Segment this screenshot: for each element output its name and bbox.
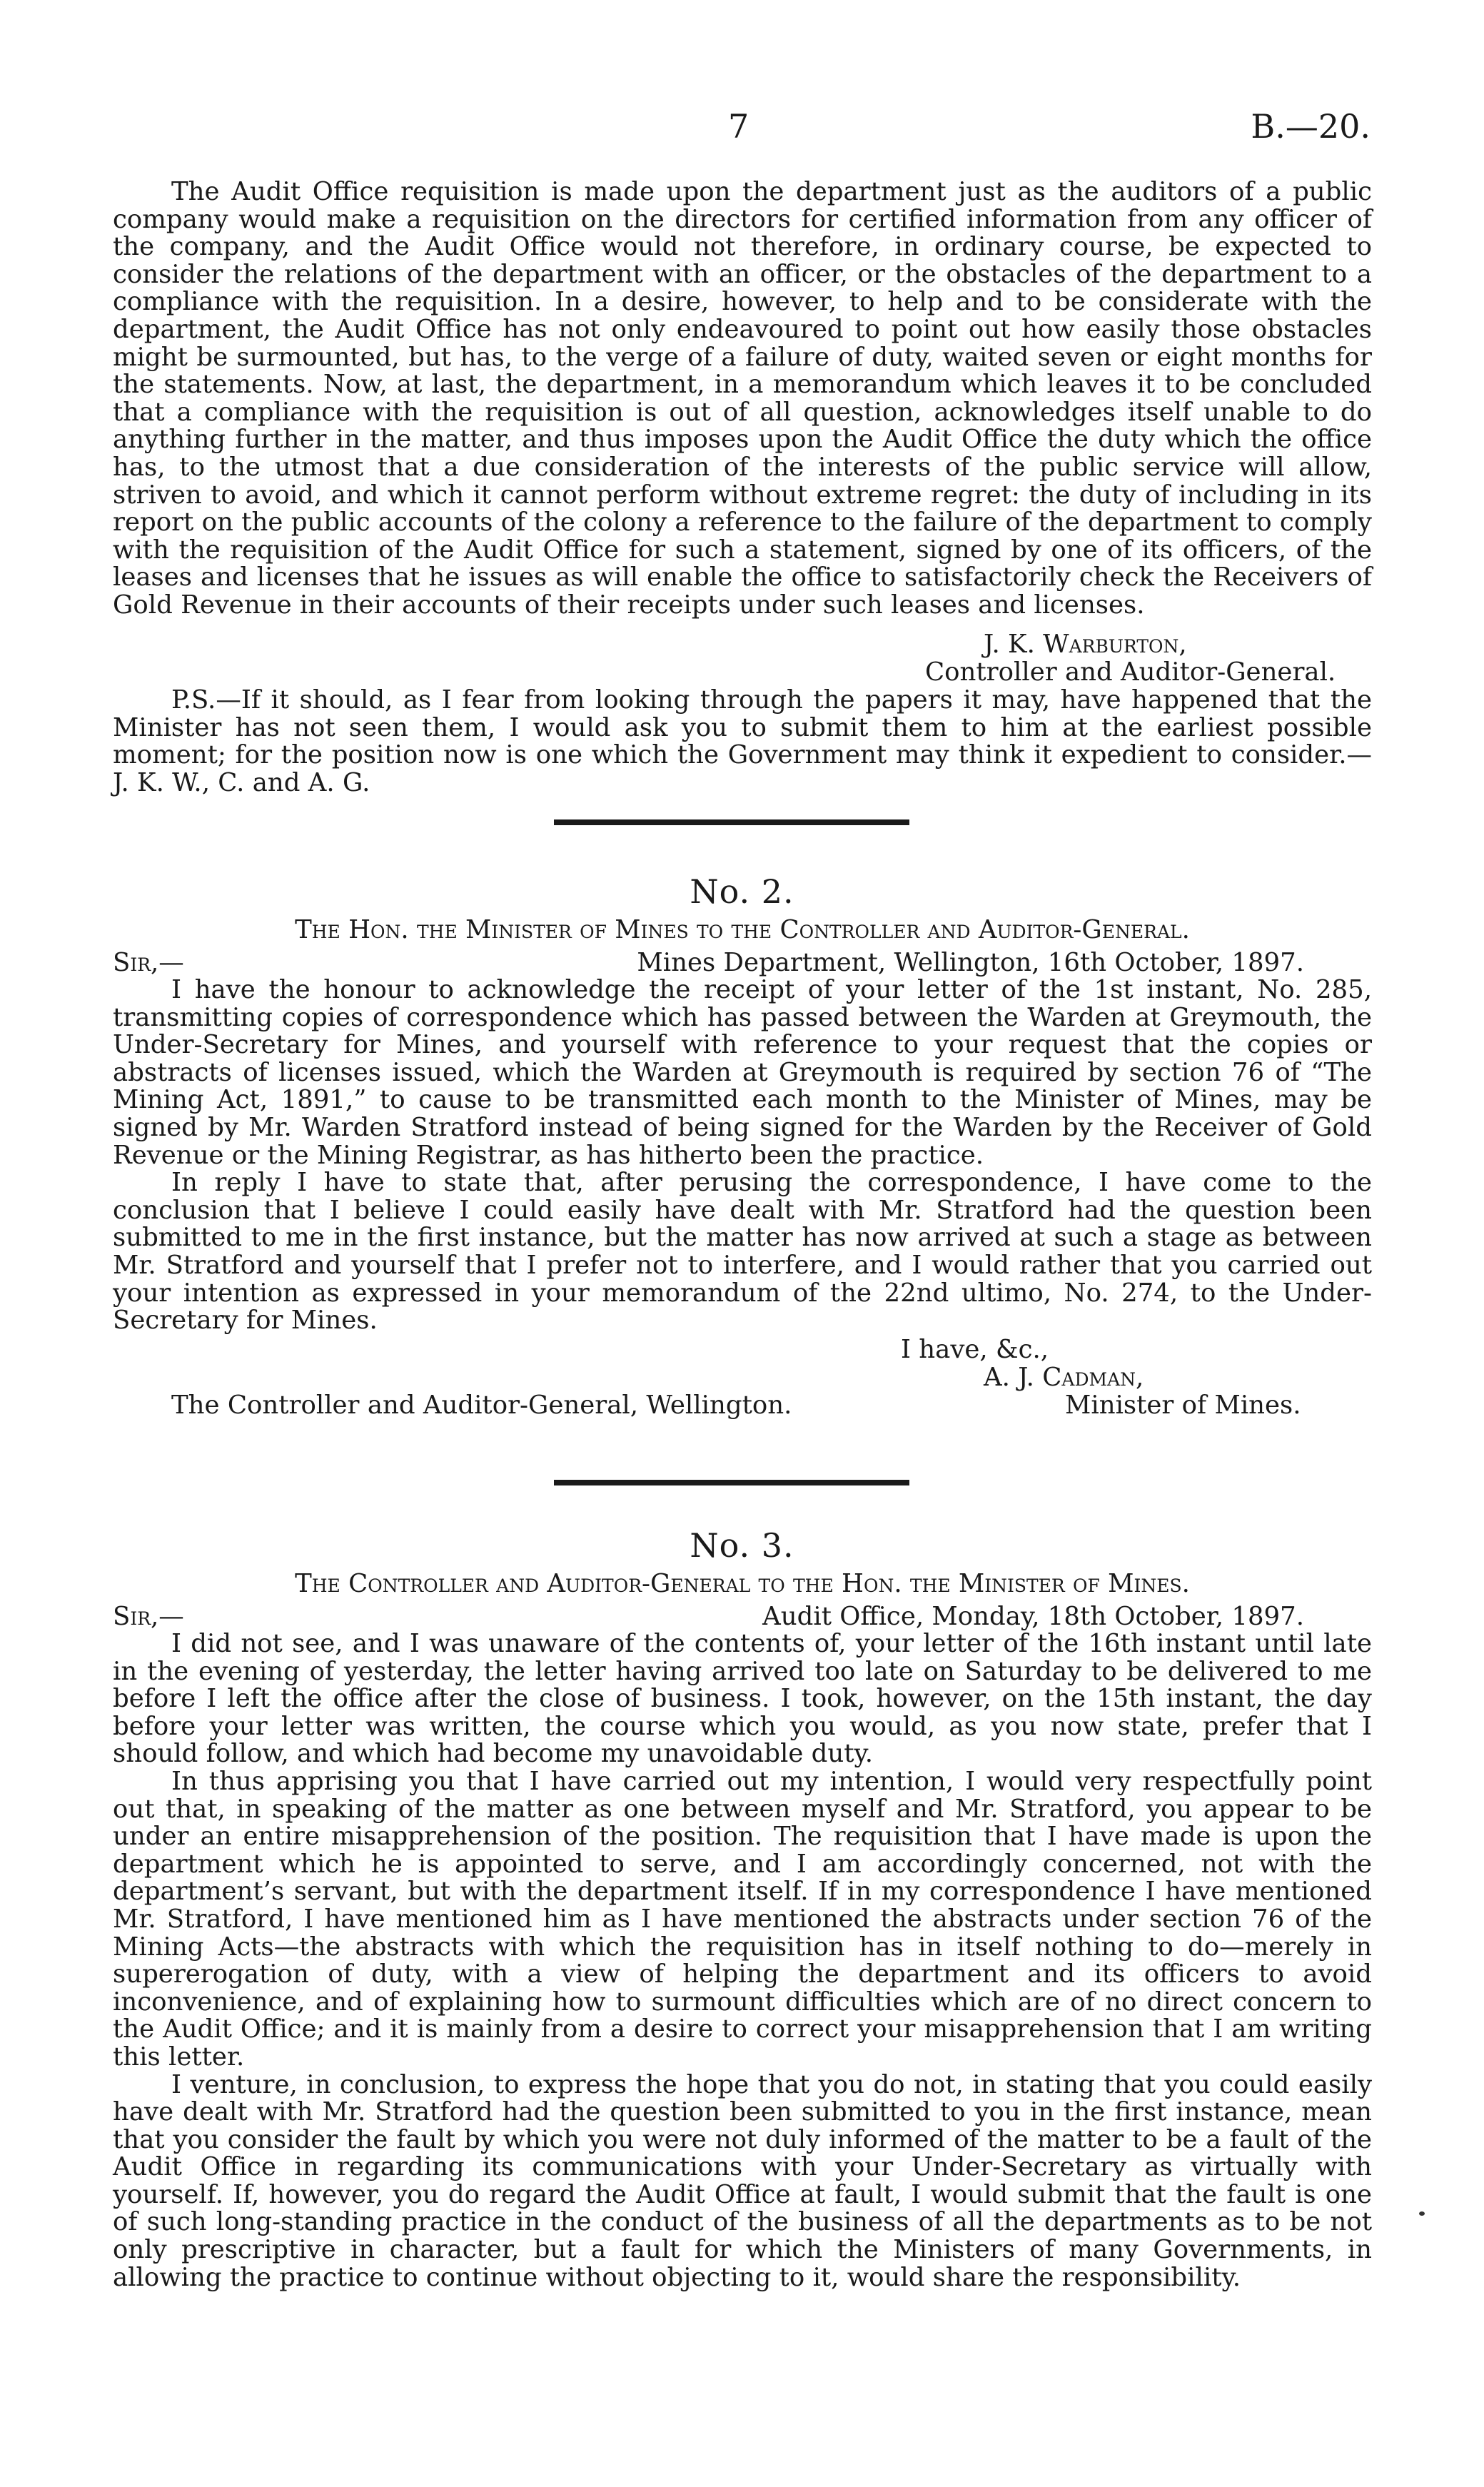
letter3-dateline: Audit Office, Monday, 18th October, 1897.	[762, 1602, 1304, 1631]
letter3-heading: No. 3.	[690, 1526, 794, 1565]
letter2-heading: No. 2.	[690, 872, 794, 911]
letter1-paragraph: The Audit Office requisition is made upon the department just as the auditors of a public company would make a requisition on the directors for certified information from any officer of the company, and the Audit Office would not therefore, in ordinary course, be expected to consider the relations of the department with an officer, or the obstacles of the department to a compliance with the requisition. In a desire, however, to help and to be considerate with the department, the Audit Office has not only endeavoured to point out how easily those obstacles might be surmounted, but has, to the verge of a failure of duty, waited seven or eight months for the statements. Now, at last, the department, in a memorandum which leaves it to be concluded that a compliance with the requisition is out of all question, acknowledges itself unable to do anything further in the matter, and thus imposes upon the Audit Office the duty which the office has, to the utmost that a due consideration of the interests of the public service will allow, striven to avoid, and which it cannot perform without extreme regret: the duty of including in its report on the public accounts of the colony a reference to the failure of the department to comply with the requisition of the Audit Office for such a statement, signed by one of its officers, of the leases and licenses that he issues as will enable the office to satisfactorily check the Receivers of Gold Revenue in their accounts of their receipts under such leases and licenses.	[113, 177, 1372, 620]
letter1-signature-name: J. K. Warburton,	[984, 630, 1187, 659]
section-divider-2	[554, 1480, 909, 1485]
letter3-subheading: The Controller and Auditor-General to the Hon. the Minister of Mines.	[295, 1569, 1190, 1598]
letter3-salutation-row	[113, 1602, 1372, 1630]
letter1-body	[113, 178, 1372, 620]
series-code: B.—20.	[1251, 107, 1371, 146]
letter3-paragraph-2: In thus apprising you that I have carried out my intention, I would very respectfully point out that, in speaking of the matter as one between myself and Mr. Stratford, you appear to be under an entire misapprehension of the position. The requisition that I have made is upon the department which he is appointed to serve, and I am accordingly concerned, not with the department’s servant, but with the department itself. If in my correspondence I have mentioned Mr. Stratford, I have mentioned him as I have mentioned the abstracts under section 76 of the Mining Acts—the abstracts with which the requisition has in itself nothing to do—merely in supererogation of duty, with a view of helping the department and its officers to avoid inconvenience, and of explaining how to surmount difficulties which are of no direct concern to the Audit Office; and it is mainly from a desire to correct your misapprehension that I am writing this letter.	[113, 1766, 1372, 2072]
letter2-subheading: The Hon. the Minister of Mines to the Controller and Auditor-General.	[295, 915, 1190, 944]
letter2-signature-title: Minister of Mines.	[1065, 1391, 1301, 1420]
letter1-signature-title: Controller and Auditor-General.	[925, 657, 1336, 687]
letter2-body	[113, 977, 1372, 1335]
letter2-dateline: Mines Department, Wellington, 16th October, 1897.	[637, 948, 1304, 977]
letter2-salutation-row	[113, 948, 1372, 977]
letter2-addressee: The Controller and Auditor-General, Wellington.	[171, 1391, 792, 1420]
page-number: 7	[728, 107, 749, 146]
letter1-postscript-block	[113, 687, 1372, 797]
letter3-paragraph-1: I did not see, and I was unaware of the contents of, your letter of the 16th instant until late in the evening of yesterday, the letter having arrived too late on Saturday to be delivered to me before I left the office after the close of business. I took, however, on the 15th instant, the day before your letter was written, the course which you would, as you now state, prefer that I should follow, and which had become my unavoidable duty.	[113, 1629, 1372, 1769]
letter2-paragraph-2: In reply I have to state that, after perusing the correspondence, I have come to the conclusion that I believe I could easily have dealt with Mr. Stratford had the question been submitted to me in the first instance, but the matter has now arrived at such a stage as between Mr. Stratford and yourself that I prefer not to interfere, and I would rather that you carried out your intention as expressed in your memorandum of the 22nd ultimo, No. 274, to the Under-Secretary for Mines.	[113, 1168, 1372, 1336]
letter3-paragraph-3: I venture, in conclusion, to express the hope that you do not, in stating that you could easily have dealt with Mr. Stratford had the question been submitted to you in the first instance, mean that you consider the fault by which you were not duly informed of the matter to be a fault of the Audit Office in regarding its communications with your Under-Secretary as virtually with yourself. If, however, you do regard the Audit Office at fault, I would submit that the fault is one of such long-standing practice in the conduct of the business of all the departments as to be not only prescriptive in character, but a fault for which the Ministers of many Governments, in allowing the practice to continue without objecting to it, would share the responsibility.	[113, 2069, 1372, 2292]
letter2-closing: I have, &c.,	[901, 1335, 1049, 1364]
letter3-salutation: Sir,—	[113, 1602, 184, 1631]
letter2-signature-name: A. J. Cadman,	[984, 1363, 1144, 1392]
letter1-postscript: P.S.—If it should, as I fear from looking through the papers it may, have happened that the Minister has not seen them, I would ask you to submit them to him at the earliest possible moment; for the position now is one which the Government may think it expedient to consider.—J. K. W., C. and A. G.	[113, 685, 1372, 797]
letter3-body	[113, 1630, 1372, 2291]
section-divider-1	[554, 819, 909, 825]
letter2-paragraph-1: I have the honour to acknowledge the receipt of your letter of the 1st instant, No. 285, transmitting copies of correspondence which has passed between the Warden at Greymouth, the Under-Secretary for Mines, and yourself with reference to your request that the copies or abstracts of licenses issued, which the Warden at Greymouth is required by section 76 of “The Mining Act, 1891,” to cause to be transmitted each month to the Minister of Mines, may be signed by Mr. Warden Stratford instead of being signed for the Warden by the Receiver of Gold Revenue or the Mining Registrar, as has hitherto been the practice.	[113, 975, 1372, 1170]
page-header	[114, 107, 1371, 150]
letter2-salutation: Sir,—	[113, 948, 184, 977]
margin-ink-mark	[1419, 2211, 1425, 2216]
